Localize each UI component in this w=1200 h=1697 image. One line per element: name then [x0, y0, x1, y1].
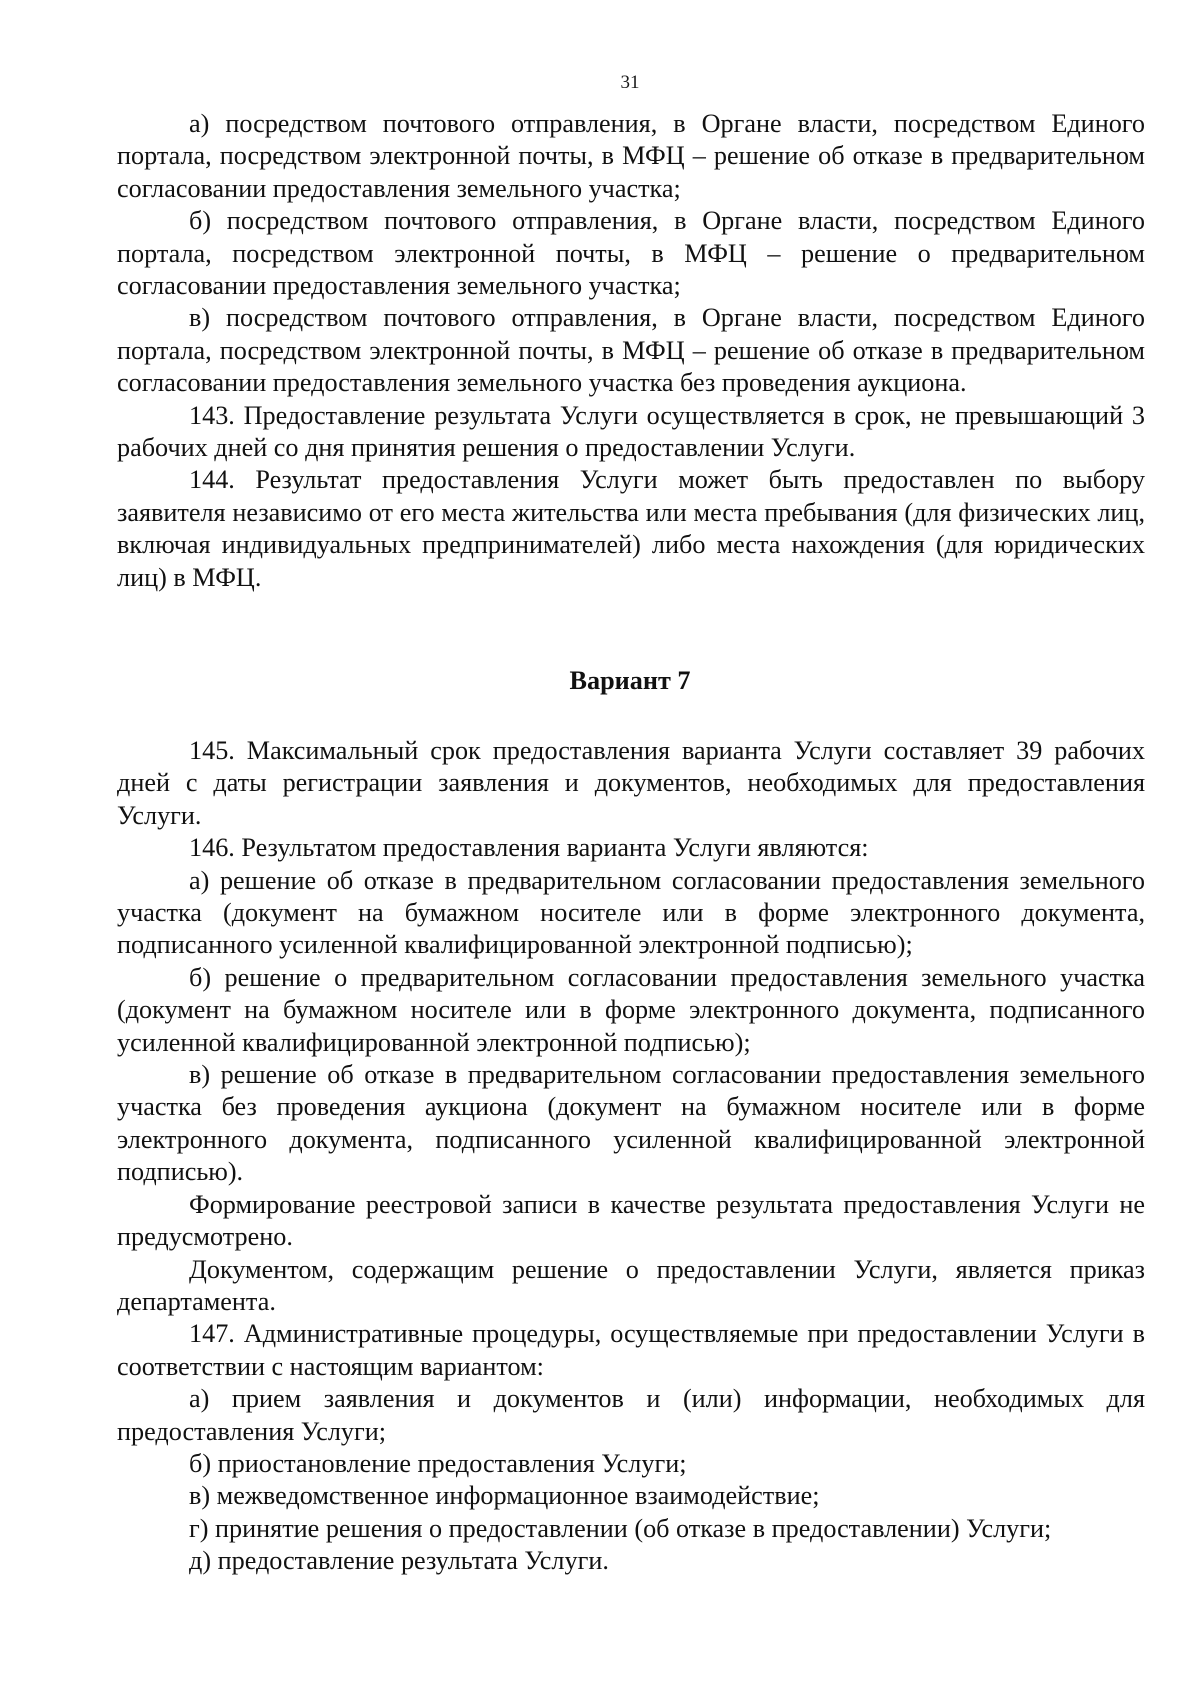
page-number: 31	[620, 72, 640, 93]
paragraph: б) решение о предварительном согласовании предоставления земельного участка (документ на бумажном носителе или в форме электронного документа, подписанного усиленной квалифицированной электронной подписью);	[117, 962, 1145, 1057]
text-block-bottom	[117, 735, 1145, 1578]
paragraph: в) решение об отказе в предварительном согласовании предоставления земельного участка без проведения аукциона (документ на бумажном носителе или в форме электронного документа, подписанного усиленной квалифицированной электронной подписью).	[117, 1060, 1145, 1187]
paragraph: 146. Результатом предоставления варианта Услуги являются:	[189, 833, 869, 863]
paragraph: 147. Административные процедуры, осуществляемые при предоставлении Услуги в соответствии с настоящим вариантом:	[117, 1319, 1145, 1381]
paragraph: в) посредством почтового отправления, в Органе власти, посредством Единого портала, посредством электронной почты, в МФЦ – решение об отказе в предварительном согласовании предоставления земельного участка без проведения аукциона.	[117, 303, 1145, 398]
paragraph: а) посредством почтового отправления, в Органе власти, посредством Единого портала, посредством электронной почты, в МФЦ – решение об отказе в предварительном согласовании предоставления земельного участка;	[117, 109, 1145, 203]
paragraph: б) посредством почтового отправления, в Органе власти, посредством Единого портала, посредством электронной почты, в МФЦ – решение о предварительном согласовании предоставления земельного участка;	[117, 206, 1145, 301]
paragraph: в) межведомственное информационное взаимодействие;	[189, 1481, 820, 1511]
paragraph: а) решение об отказе в предварительном согласовании предоставления земельного участка (документ на бумажном носителе или в форме электронного документа, подписанного усиленной квалифицированной электронной подписью);	[117, 865, 1145, 960]
paragraph: 144. Результат предоставления Услуги может быть предоставлен по выбору заявителя независимо от его места жительства или места пребывания (для физических лиц, включая индивидуальных предпринимателей) либо места нахождения (для юридических лиц) в МФЦ.	[117, 465, 1145, 592]
paragraph: Документом, содержащим решение о предоставлении Услуги, является приказ департамента.	[117, 1254, 1145, 1316]
paragraph: 143. Предоставление результата Услуги осуществляется в срок, не превышающий 3 рабочих дней со дня принятия решения о предоставлении Услуги.	[117, 400, 1145, 463]
section-heading: Вариант 7	[569, 666, 691, 695]
paragraph: Формирование реестровой записи в качестве результата предоставления Услуги не предусмотрено.	[117, 1189, 1145, 1252]
paragraph: 145. Максимальный срок предоставления варианта Услуги составляет 39 рабочих дней с даты регистрации заявления и документов, необходимых для предоставления Услуги.	[117, 736, 1145, 830]
text-block-top	[117, 108, 1145, 594]
paragraph: г) принятие решения о предоставлении (об отказе в предоставлении) Услуги;	[189, 1513, 1052, 1543]
paragraph: б) приостановление предоставления Услуги;	[189, 1448, 687, 1478]
paragraph: д) предоставление результата Услуги.	[189, 1546, 609, 1576]
paragraph: а) прием заявления и документов и (или) информации, необходимых для предоставления Услуги;	[117, 1384, 1145, 1446]
